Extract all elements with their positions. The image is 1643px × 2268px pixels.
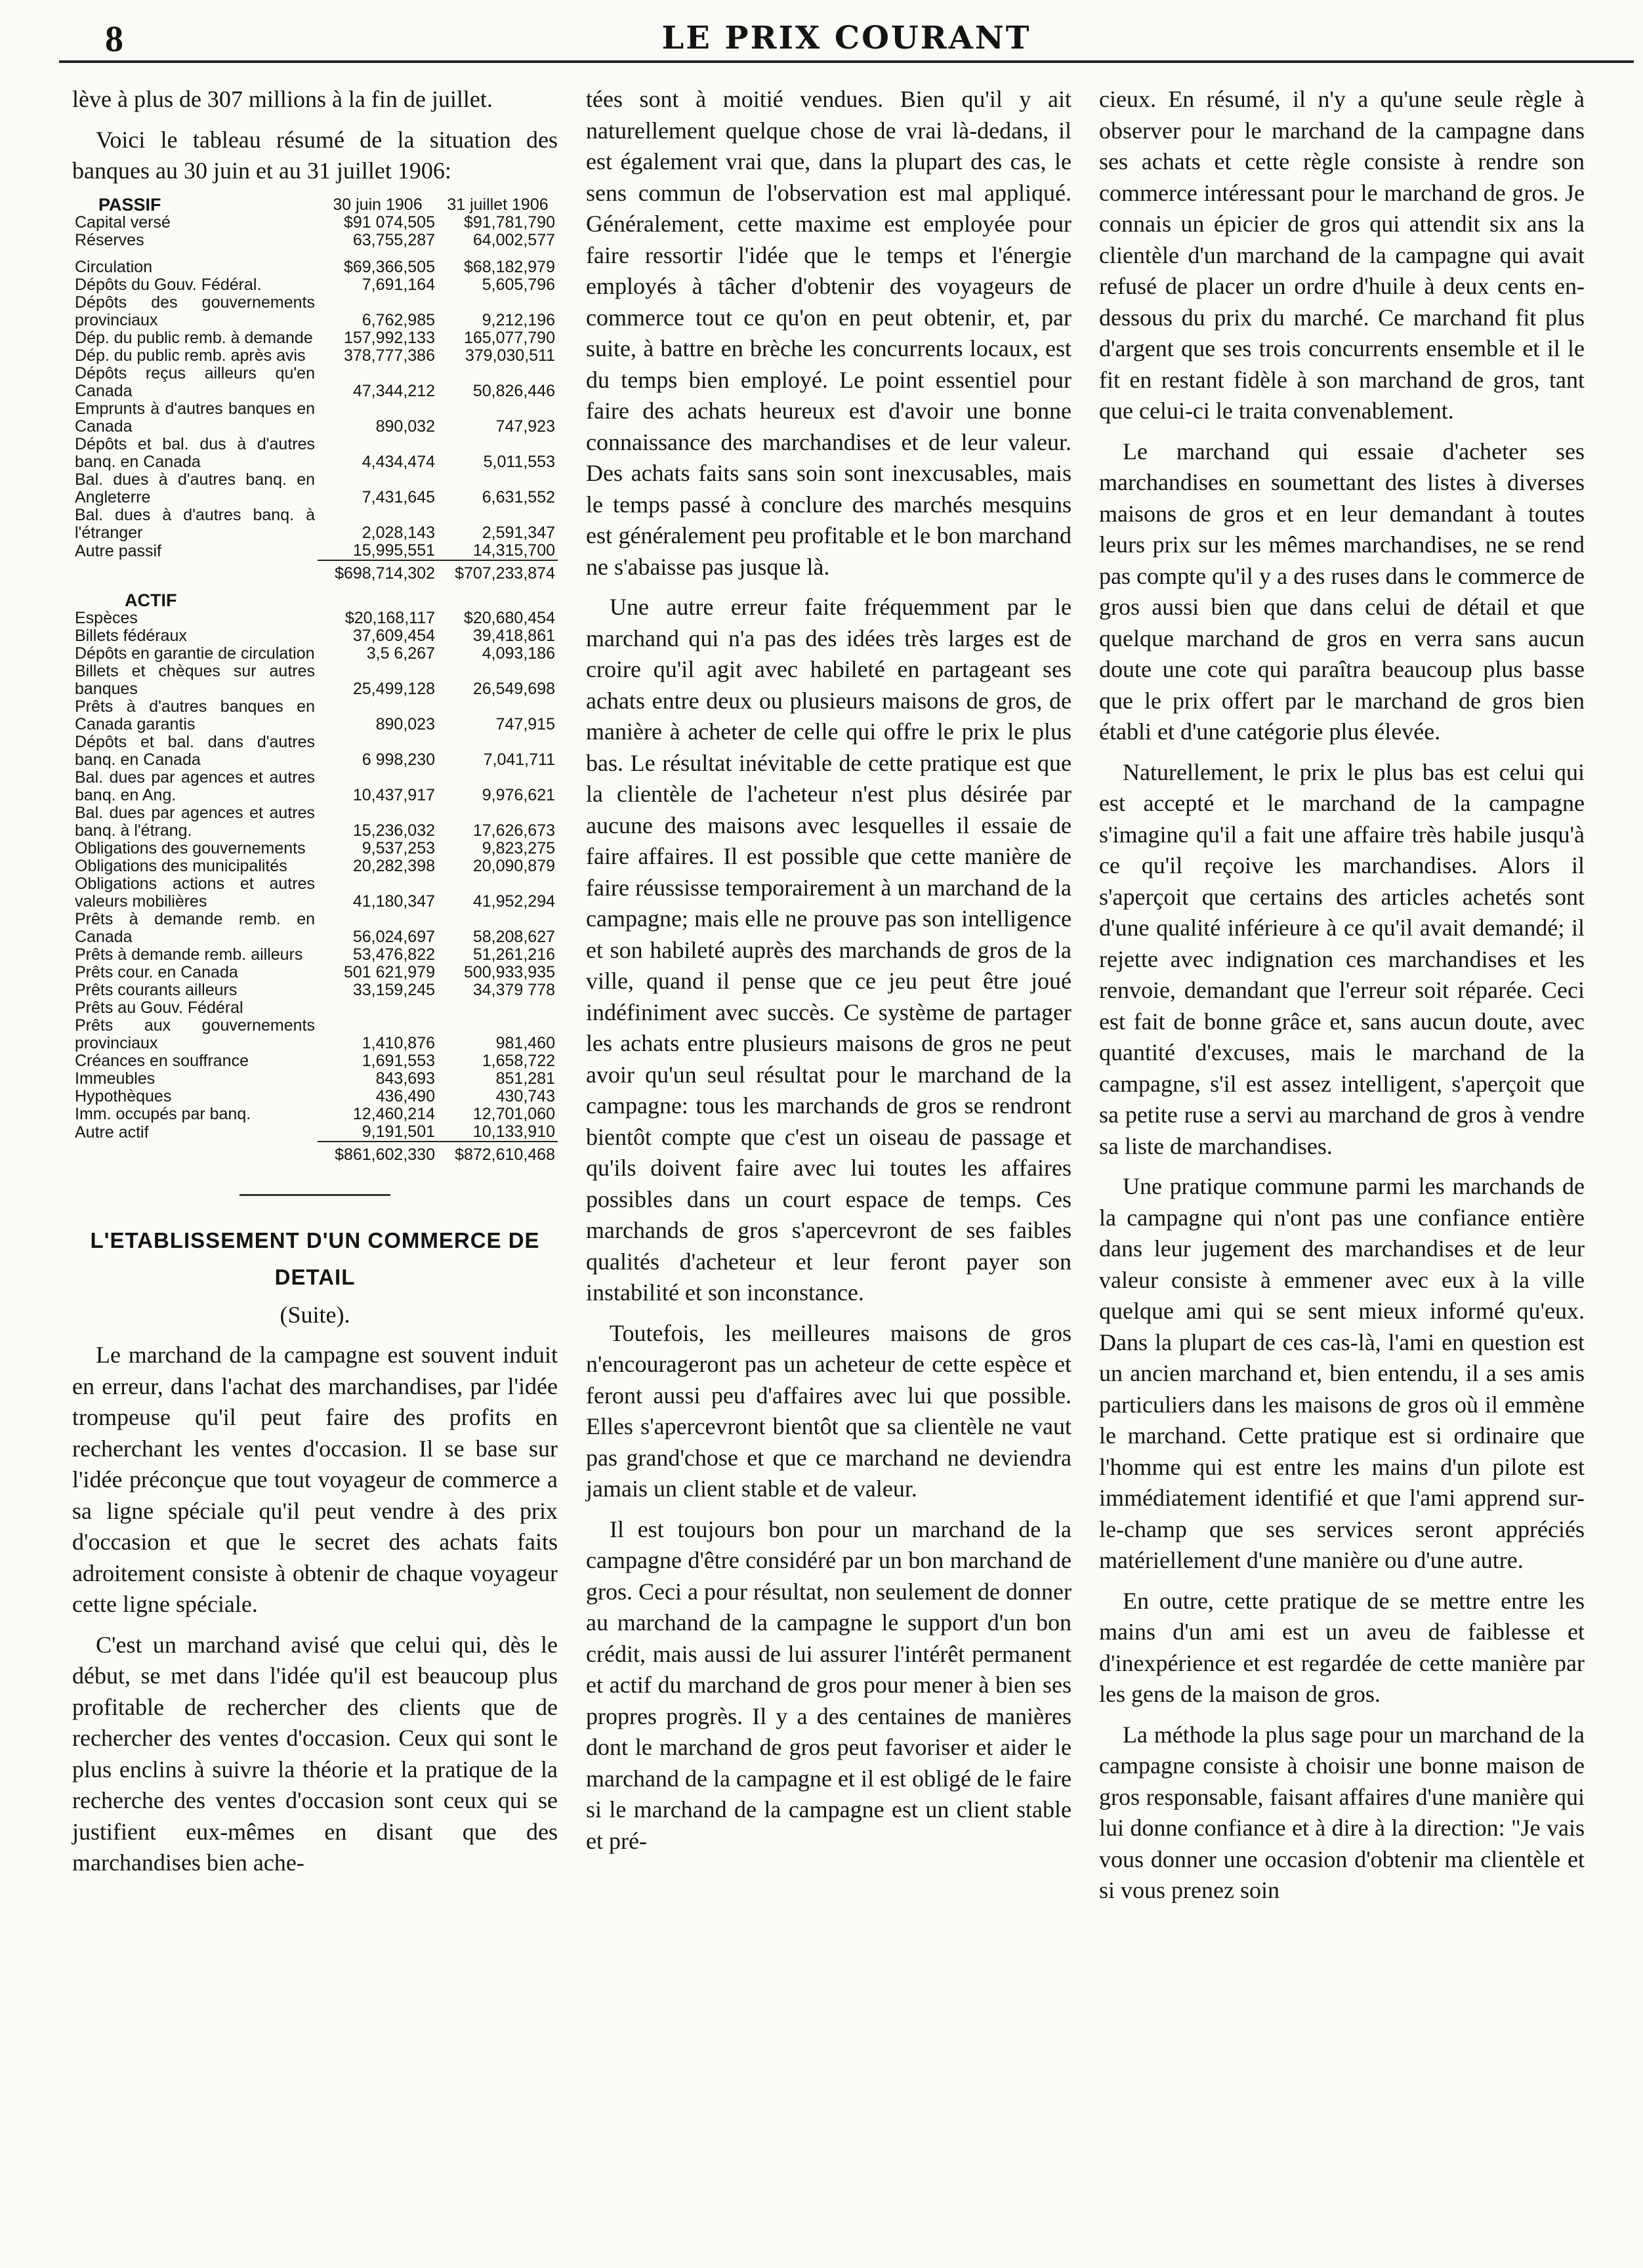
- table-row: [72, 400, 558, 436]
- row-label: Espèces: [75, 608, 138, 627]
- value-june: $20,168,117: [344, 608, 435, 627]
- value-july: 17,626,673: [472, 821, 555, 840]
- row-label: Dépôts en garantie de circulation: [75, 644, 315, 663]
- table-row: [72, 506, 558, 542]
- value-july: 4,093,186: [482, 644, 555, 663]
- table-row: [72, 627, 558, 645]
- article-paragraph: tées sont à moitié vendues. Bien qu'il y ait naturellement quelque chose de vrai là-dedans, il est également vrai que, dans la plupart des cas, le sens commun de l'observation est mal appliqué. Généralement, cette maxime est employée pour faire ressortir l'idée que le temps et l'énergie employés à tâcher d'obtenir des voyageurs de commerce tout ce qu'on en peut obtenir, et, par suite, à battre en brèche les concurrents locaux, est du temps bien employé. Le point essentiel pour faire des achats heureux est d'avoir une bonne connaissance des marchandises et de leur valeur. Des achats faits sans soin sont inexcusables, mais le temps passé à conclure des marchés mesquins est généralement peu profitable et le bon marchand ne s'abaisse pas jusque là.: [586, 86, 1071, 580]
- table-row: [72, 1070, 558, 1088]
- value-june: 9,537,253: [362, 838, 435, 857]
- value-july: 39,418,861: [472, 626, 555, 645]
- passif-total-june: $698,714,302: [318, 560, 438, 583]
- bank-situation-table: [72, 196, 558, 1164]
- section-divider: [239, 1194, 390, 1196]
- table-row: [72, 232, 558, 249]
- value-june: 843,693: [375, 1069, 435, 1088]
- row-label: Bal. dues à d'autres banq. à l'étranger: [75, 505, 315, 542]
- value-july: 9,976,621: [482, 785, 555, 804]
- row-label: Emprunts à d'autres banques en Canada: [75, 399, 315, 436]
- value-june: 53,476,822: [352, 945, 435, 964]
- article-paragraph: Naturellement, le prix le plus bas est celui qui est accepté et le marchand de la campagne s'imagine qu'il a fait une affaire très habile jusqu'à ce qu'il reçoive les marchandises. Alors il s'aperçoit que certains des articles achetés sont d'une qualité inférieure à ce qu'il avait demandé; il rejette avec indignation ces marchandises et les renvoie, demandant que l'erreur soit réparée. Ceci est fait de bonne grâce et, sans aucun doute, avec quantité d'excuses, mais le marchand de la campagne, s'il est assez intelligent, s'aperçoit que sa petite ruse a servi au marchand de gros à vendre sa liste de marchandises.: [1099, 758, 1585, 1159]
- row-label: Prêts aux gouvernements provinciaux: [75, 1016, 315, 1052]
- value-july: [438, 999, 558, 1017]
- table-row: [72, 981, 558, 999]
- column-header-june: 30 juin 1906: [333, 195, 423, 214]
- table-row: [72, 769, 558, 804]
- value-june: 10,437,917: [352, 785, 435, 804]
- row-label: Autre passif: [75, 541, 162, 560]
- value-july: 981,460: [495, 1033, 555, 1052]
- intro-paragraph: Voici le tableau résumé de la situation des banques au 30 juin et au 31 juillet 1906:: [72, 126, 558, 184]
- row-label: Prêts courants ailleurs: [75, 980, 238, 999]
- table-row: [72, 1017, 558, 1052]
- row-label: Imm. occupés par banq.: [75, 1104, 251, 1123]
- actif-total-july: $872,610,468: [438, 1142, 558, 1164]
- value-july: 12,701,060: [472, 1104, 555, 1123]
- table-row: [72, 875, 558, 911]
- value-july: 64,002,577: [472, 230, 555, 249]
- table-row: [72, 276, 558, 294]
- value-june: [318, 999, 438, 1017]
- value-june: 6 998,230: [362, 750, 435, 769]
- value-june: 6,762,985: [362, 310, 435, 329]
- value-july: 14,315,700: [472, 541, 555, 560]
- table-row: [72, 1105, 558, 1123]
- row-label: Créances en souffrance: [75, 1051, 249, 1070]
- row-label: Bal. dues par agences et autres banq. en Ang.: [75, 768, 315, 804]
- row-label: Dép. du public remb. après avis: [75, 346, 306, 365]
- article-paragraph: C'est un marchand avisé que celui qui, dès le début, se met dans l'idée qu'il est beaucoup plus profitable de rechercher des clients que de rechercher des ventes d'occasion. Ceux qui sont le plus enclins à suivre la théorie et la pratique de la recherche des ventes d'occasion sont ceux qui se justifient eux-mêmes en disant que des marchandises bien ache-: [72, 1631, 558, 1876]
- table-row: [72, 663, 558, 698]
- table-row: [72, 733, 558, 769]
- value-july: 34,379 778: [472, 980, 555, 999]
- value-june: 33,159,245: [352, 980, 435, 999]
- value-june: 4,434,474: [362, 452, 435, 471]
- table-row: [72, 698, 558, 733]
- value-june: 41,180,347: [352, 892, 435, 911]
- article-heading: L'ETABLISSEMENT D'UN COMMERCE DE DETAIL: [90, 1227, 540, 1289]
- value-june: 15,236,032: [352, 821, 435, 840]
- value-june: 1,410,876: [362, 1033, 435, 1052]
- row-label: Prêts cour. en Canada: [75, 962, 238, 981]
- row-label: Capital versé: [75, 213, 171, 232]
- value-july: 747,923: [495, 417, 555, 436]
- row-label: Obligations actions et autres valeurs mobilières: [75, 874, 315, 911]
- value-july: 50,826,446: [472, 381, 555, 400]
- table-row: [72, 911, 558, 946]
- value-june: 2,028,143: [362, 523, 435, 542]
- table-row: [72, 840, 558, 857]
- row-label: Immeubles: [75, 1069, 156, 1088]
- value-july: 7,041,711: [483, 750, 555, 769]
- value-july: $68,182,979: [463, 257, 555, 276]
- value-june: 47,344,212: [352, 381, 435, 400]
- value-july: 379,030,511: [465, 346, 555, 365]
- row-label: Obligations des gouvernements: [75, 838, 306, 857]
- value-june: $69,366,505: [343, 257, 435, 276]
- table-row: [72, 542, 558, 560]
- article-paragraph: Le marchand de la campagne est souvent induit en erreur, dans l'achat des marchandises, par l'idée trompeuse qu'il peut faire des profits en recherchant les ventes d'occasion. Il se base sur l'idée préconçue que tout voyageur de commerce a sa ligne spéciale qu'il peut vendre à des prix d'occasion et que le secret des achats faits adroitement consiste à obtenir de chaque voyageur cette ligne spéciale.: [72, 1342, 558, 1617]
- table-row: [72, 347, 558, 365]
- row-label: Circulation: [75, 257, 153, 276]
- value-june: 436,490: [375, 1086, 435, 1105]
- value-july: 747,915: [495, 714, 555, 733]
- column-2: [586, 84, 1071, 1866]
- intro-paragraph: lève à plus de 307 millions à la fin de juillet.: [72, 86, 493, 112]
- value-july: 51,261,216: [472, 945, 555, 964]
- table-row: [72, 214, 558, 232]
- value-july: 41,952,294: [472, 892, 555, 911]
- table-row: [72, 857, 558, 875]
- row-label: Obligations des municipalités: [75, 856, 287, 875]
- table-row: [72, 294, 558, 329]
- row-label: Prêts à demande remb. en Canada: [75, 909, 315, 946]
- table-row: [72, 258, 558, 276]
- table-row: [72, 329, 558, 347]
- value-july: 2,591,347: [482, 523, 555, 542]
- row-label: Prêts au Gouv. Fédéral: [75, 998, 243, 1017]
- article-paragraph: Il est toujours bon pour un marchand de la campagne d'être considéré par un bon marchand de gros. Ceci a pour résultat, non seulement de donner au marchand de la campagne le support d'un bon crédit, mais aussi de lui assurer l'intérêt permanent et actif du marchand de gros pour mener à bien ses propres progrès. Il y a des centaines de manières dont le marchand de gros peut favoriser et aider le marchand de la campagne et il est obligé de le faire si le marchand de la campagne est un client stable et pré-: [586, 1515, 1071, 1854]
- table-row: [72, 365, 558, 400]
- table-row: [72, 804, 558, 840]
- value-june: 63,755,287: [352, 230, 435, 249]
- row-label: Autre actif: [75, 1123, 149, 1142]
- article-paragraph: Une autre erreur faite fréquemment par le marchand qui n'a pas des idées très larges est de croire qu'il agit avec habileté en partageant ses achats entre deux ou plusieurs maisons de gros, de manière à acheter de celle qui offre le prix le plus bas. Le résultat inévitable de cette pratique est que la clientèle de l'acheteur n'est plus désirée par aucune des maisons avec lesquelles il essaie de faire affaires. Il est possible que cette manière de faire réussisse temporairement à un marchand de la campagne; mais elle ne prouve pas son intelligence et son habileté auprès des marchands de gros de la ville, quand il pense que ce jeu peut être joué indéfiniment avec succès. Ce système de partager les achats entre plusieurs maisons de gros ne peut avoir qu'un seul résultat pour le marchand de la campagne: tous les marchands de gros se rendront bientôt compte que c'est un oiseau de passage et qu'ils doivent faire avec lui toutes les affaires possibles dans un court espace de temps. Ces marchands de gros s'apercevront de ses faibles qualités d'acheteur et leur feront payer son instabilité et son inconstance.: [586, 594, 1071, 1306]
- value-july: $20,680,454: [463, 608, 555, 627]
- row-label: Billets et chèques sur autres banques: [75, 661, 315, 698]
- value-july: 430,743: [495, 1086, 555, 1105]
- value-july: 5,011,553: [483, 452, 555, 471]
- value-july: 26,549,698: [472, 679, 555, 698]
- row-label: Dépôts reçus ailleurs qu'en Canada: [75, 363, 315, 400]
- article-paragraph: La méthode la plus sage pour un marchand de la campagne consiste à choisir une bonne maison de gros responsable, faisant affaires d'une manière qui lui donne confiance et à dire à la direction: "Je vais vous donner une occasion d'obtenir ma clientèle et si vous prenez soin: [1099, 1721, 1585, 1903]
- page-header: [66, 13, 1627, 58]
- value-july: 9,212,196: [482, 310, 555, 329]
- article-paragraph: En outre, cette pratique de se mettre entre les mains d'un ami est un aveu de faiblesse et d'inexpérience et est regardée de cette manière par les gens de la maison de gros.: [1099, 1587, 1585, 1707]
- value-june: 37,609,454: [352, 626, 435, 645]
- value-july: 20,090,879: [472, 856, 555, 875]
- table-row: [72, 1123, 558, 1142]
- article-paragraph: Toutefois, les meilleures maisons de gros n'encourageront pas un acheteur de cette espèce et feront aussi peu d'affaires avec lui que possible. Elles s'apercevront bientôt que sa clientèle ne vaut pas grand'chose et que ce marchand ne deviendra jamais un client stable et de valeur.: [586, 1319, 1071, 1502]
- article-paragraph: cieux. En résumé, il n'y a qu'une seule règle à observer pour le marchand de la campagne dans ses achats et cette règle consiste à rendre son commerce intéressant pour le marchand de gros. Je connais un épicier de gros qui attendit six ans la clientèle d'un marchand de la campagne qui avait refusé de placer un ordre d'huile à deux cents en-dessous du prix du marché. Ce marchand fit plus d'argent que ses trois concurrents ensemble et il le fit en restant fidèle à son marchand de gros, tant que celui-ci le traita convenablement.: [1099, 86, 1585, 424]
- row-label: Dépôts et bal. dus à d'autres banq. en Canada: [75, 434, 315, 471]
- value-july: 6,631,552: [482, 487, 555, 506]
- passif-total-july: $707,233,874: [438, 560, 558, 583]
- value-june: 7,691,164: [362, 275, 435, 294]
- column-1: [72, 84, 558, 1888]
- value-july: 500,933,935: [463, 962, 555, 981]
- row-label: Hypothèques: [75, 1086, 172, 1105]
- row-label: Bal. dues à d'autres banq. en Angleterre: [75, 470, 315, 506]
- row-label: Bal. dues par agences et autres banq. à l'étrang.: [75, 803, 315, 840]
- value-june: 1,691,553: [362, 1051, 435, 1070]
- table-row: [72, 436, 558, 471]
- value-june: $91 074,505: [343, 213, 435, 232]
- value-july: $91,781,790: [463, 213, 555, 232]
- value-june: 9,191,501: [362, 1122, 435, 1141]
- value-june: 15,995,551: [352, 541, 435, 560]
- value-june: 157,992,133: [343, 328, 435, 347]
- value-june: 890,032: [375, 417, 435, 436]
- column-3: [1099, 84, 1585, 1916]
- value-june: 890,023: [375, 714, 435, 733]
- actif-heading: ACTIF: [125, 590, 177, 610]
- value-july: 1,658,722: [482, 1051, 555, 1070]
- row-label: Réserves: [75, 230, 144, 249]
- row-label: Prêts à demande remb. ailleurs: [75, 945, 303, 964]
- table-row: [72, 1088, 558, 1105]
- row-label: Prêts à d'autres banques en Canada garantis: [75, 697, 315, 733]
- masthead-title: LE PRIX COURANT: [661, 20, 1031, 56]
- actif-total-june: $861,602,330: [318, 1142, 438, 1164]
- value-july: 165,077,790: [463, 328, 555, 347]
- column-header-july: 31 juillet 1906: [447, 195, 549, 214]
- value-july: 10,133,910: [472, 1122, 555, 1141]
- table-row: [72, 645, 558, 663]
- row-label: Billets fédéraux: [75, 626, 187, 645]
- value-june: 3,5 6,267: [366, 644, 435, 663]
- value-june: 501 621,979: [343, 962, 435, 981]
- table-row: [72, 1052, 558, 1070]
- table-row: [72, 609, 558, 627]
- value-june: 56,024,697: [352, 927, 435, 946]
- row-label: Dépôts des gouvernements provinciaux: [75, 293, 315, 329]
- passif-heading: PASSIF: [98, 194, 161, 215]
- value-june: 12,460,214: [352, 1104, 435, 1123]
- value-july: 58,208,627: [472, 927, 555, 946]
- table-row: [72, 946, 558, 964]
- value-june: 25,499,128: [352, 679, 435, 698]
- header-rule: [59, 60, 1634, 63]
- table-row: [72, 999, 558, 1017]
- article-paragraph: Le marchand qui essaie d'acheter ses marchandises en soumettant des listes à diverses maisons de gros et en leur demandant à toutes leurs prix sur les mêmes marchandises, ne se rend pas compte qu'il y a des ruses dans le commerce de gros aussi bien que dans celui de détail et que quelque marchand de gros en verra sans aucun doute une cote qui paraîtra beaucoup plus basse que le prix offert par le marchand de gros bien établi et d'une catégorie plus élevée.: [1099, 438, 1585, 745]
- value-june: 7,431,645: [362, 487, 435, 506]
- value-july: 5,605,796: [482, 275, 555, 294]
- article-paragraph: Une pratique commune parmi les marchands de la campagne qui n'ont pas une confiance entière dans leur jugement des marchandises et de leur valeur consiste à emmener avec eux à la ville quelque ami qui se sent mieux informé qu'eux. Dans la plupart de ces cas-là, l'ami en question est un ancien marchand et, bien entendu, il a ses amis particuliers dans les maisons de gros où il emmène le marchand. Cette pratique est si ordinaire que l'homme qui est entre les mains d'un pilote est immédiatement identifié et que l'ami apprend sur-le-champ que ses services seront appréciés matériellement d'une manière ou d'une autre.: [1099, 1173, 1585, 1573]
- value-june: 378,777,386: [343, 346, 435, 365]
- value-july: 9,823,275: [482, 838, 555, 857]
- article-subheading: (Suite).: [280, 1301, 350, 1328]
- table-row: [72, 471, 558, 506]
- row-label: Dépôts du Gouv. Fédéral.: [75, 275, 262, 294]
- page-number: 8: [105, 19, 123, 60]
- row-label: Dép. du public remb. à demande: [75, 328, 313, 347]
- value-june: 20,282,398: [352, 856, 435, 875]
- table-row: [72, 964, 558, 981]
- value-july: 851,281: [495, 1069, 555, 1088]
- row-label: Dépôts et bal. dans d'autres banq. en Canada: [75, 732, 315, 769]
